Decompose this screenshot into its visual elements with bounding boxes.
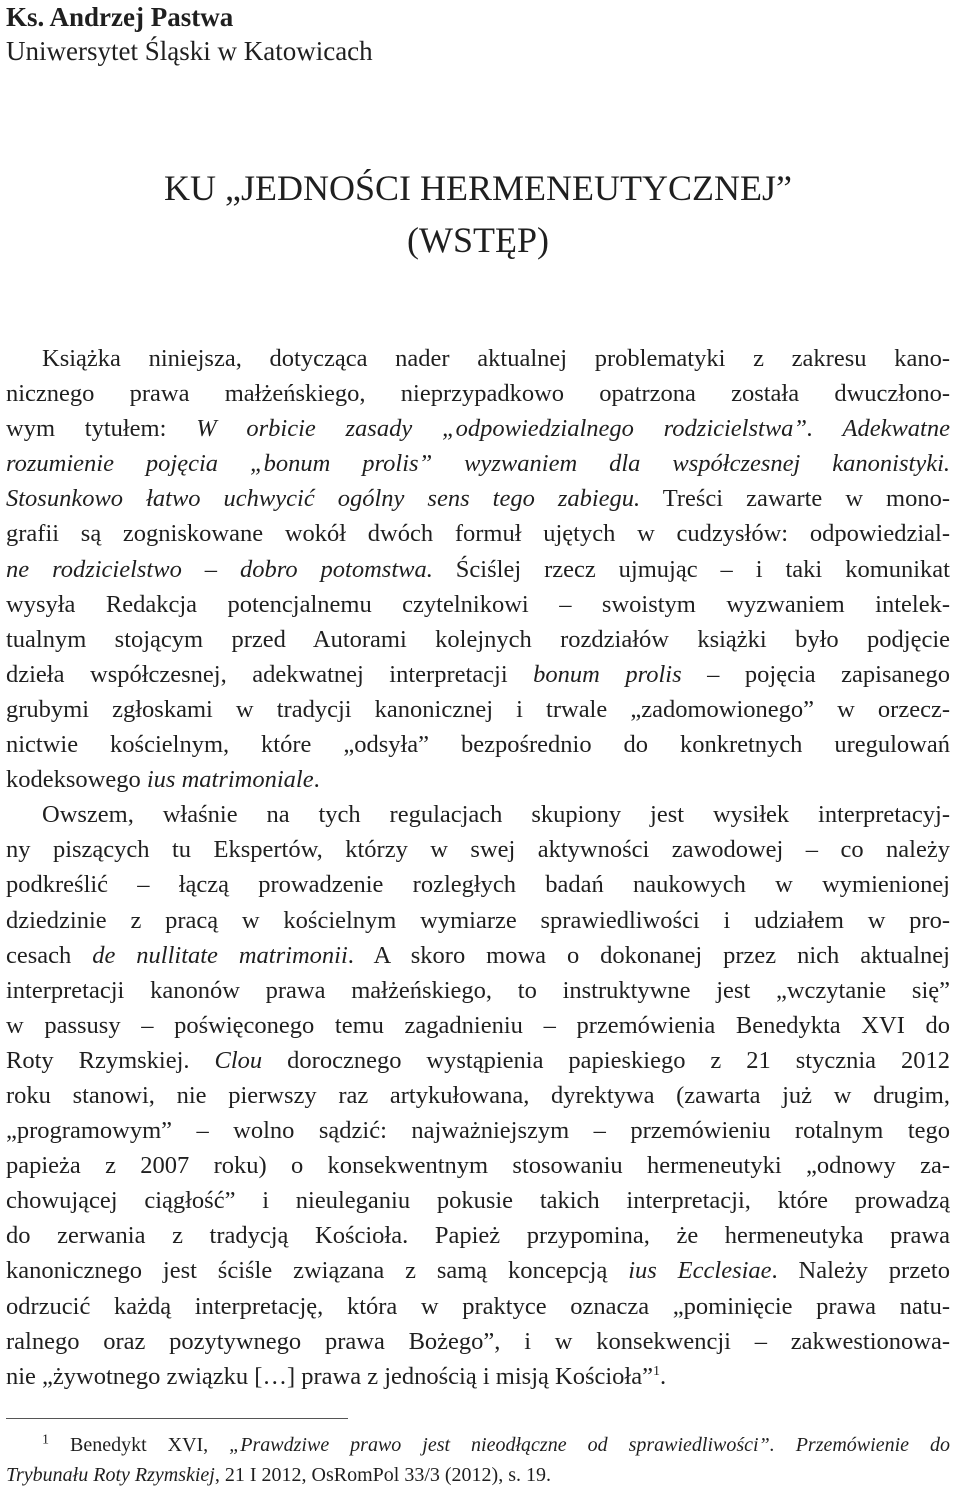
text-line: interpretacji kanonów prawa małżeńskiego, to instruktywne jest „wczytanie się” (6, 976, 950, 1004)
footnote-reference[interactable]: 1 (652, 1363, 660, 1379)
text-line: „programowym” – wolno sądzić: najważniejszym – przemówieniu rotalnym tego (6, 1117, 950, 1145)
text-line: kodeksowego ius matrimoniale. (6, 766, 320, 794)
text-line: nictwie kościelnym, które „odsyła” bezpośrednio do konkretnych uregulowań (6, 731, 950, 759)
book-title-italic: W orbicie zasady „odpowiedzialnego rodzicielstwa”. Adekwatne (196, 415, 950, 443)
text-line: grubymi zgłoskami w tradycji kanonicznej i trwale „zadomowionego” w orzecz- (6, 695, 950, 723)
footnote-line: $^1$ Benedykt XVI, „Prawdziwe prawo jest nieodłączne od sprawiedliwości”. Przemówienie do (42, 1432, 950, 1456)
author-name: Ks. Andrzej Pastwa (6, 2, 234, 32)
text-line: nie „żywotnego związku […] prawa z jednością i misją Kościoła”$^1$. (6, 1362, 667, 1390)
text-line: odrzucić każdą interpretację, która w praktyce oznacza „pominięcie prawa natu- (6, 1292, 950, 1320)
text-line (6, 446, 950, 481)
text-line: ny piszących tu Ekspertów, którzy w swej aktywności zawodowej – co należy (6, 836, 950, 864)
footnote-separator (6, 1418, 348, 1419)
text-line: kanonicznego jest ściśle związana z samą koncepcją ius Ecclesiae. Należy przeto (6, 1257, 950, 1285)
text-line: grafii są zogniskowane wokół dwóch formuł ujętych w cudzysłów: odpowiedzial- (6, 520, 950, 548)
text-line: Stosunkowo łatwo uchwycić ogólny sens tego zabiegu. Treści zawarte w mono- (6, 485, 950, 513)
text-line: Roty Rzymskiej. Clou dorocznego wystąpienia papieskiego z 21 stycznia 2012 (6, 1046, 950, 1074)
text-line: podkreślić – łączą prowadzenie rozległych badań naukowych w wymienionej (6, 871, 950, 899)
footnote-marker: 1 (42, 1432, 49, 1448)
text-line: wysyła Redakcja potencjalnemu czytelnikowi – swoistym wyzwaniem intelek- (6, 590, 950, 618)
text-line: wym tytułem: W orbicie zasady „odpowiedzialnego rodzicielstwa”. Adekwatne (6, 415, 950, 443)
text-line: roku stanowi, nie pierwszy raz artykułowana, dyrektywa (zawarta już w drugim, (6, 1081, 950, 1109)
text-line: tualnym stojącym przed Autorami kolejnych rozdziałów książki było podjęcie (6, 625, 950, 653)
text-line: w passusy – poświęconego temu zagadnieniu – przemówienia Benedykta XVI do (6, 1011, 950, 1039)
text-line: Książka niniejsza, dotycząca nader aktualnej problematyki z zakresu kano- (42, 345, 950, 372)
author-affiliation: Uniwersytet Śląski w Katowicach (6, 36, 373, 66)
footnote (6, 1430, 950, 1490)
text-line: chowującej ciągłość” i nieuleganiu pokusie takich interpretacji, które prowadzą (6, 1187, 950, 1215)
text-line: dziedzinie z pracą w kościelnym wymiarze sprawiedliwości i udziałem w pro- (6, 906, 950, 934)
text-line: nicznego prawa małżeńskiego, nieprzypadkowo opatrzona została dwuczłono- (6, 380, 950, 408)
text-line: cesach de nullitate matrimonii. A skoro mowa o dokonanej przez nich aktualnej (6, 941, 950, 969)
text-line: Owszem, właśnie na tych regulacjach skupiony jest wysiłek interpretacyj- (42, 801, 950, 829)
text-line: ne rodzicielstwo – dobro potomstwa. Ściślej rzecz ujmując – i taki komunikat (6, 555, 950, 583)
book-title-italic: rozumienie pojęcia „bonum prolis” wyzwaniem dla współczesnej kanonistyki. (6, 450, 950, 478)
text-line: do zerwania z tradycją Kościoła. Papież przypomina, że hermeneutyka prawa (6, 1222, 950, 1250)
text-line: dzieła współczesnej, adekwatnej interpretacji bonum prolis – pojęcia zapisanego (6, 660, 950, 688)
text-line: ralnego oraz pozytywnego prawa Bożego”, i w konsekwencji – zakwestionowa- (6, 1327, 950, 1355)
footnote-line: Trybunału Roty Rzymskiej, 21 I 2012, OsRomPol 33/3 (2012), s. 19. (6, 1464, 551, 1486)
body-text (6, 341, 950, 1394)
chapter-subtitle: (WSTĘP) (407, 220, 549, 260)
text-line: papieża z 2007 roku) o konsekwentnym stosowaniu hermeneutyki „odnowy za- (6, 1152, 950, 1180)
chapter-title: KU „JEDNOŚCI HERMENEUTYCZNEJ” (164, 168, 792, 208)
